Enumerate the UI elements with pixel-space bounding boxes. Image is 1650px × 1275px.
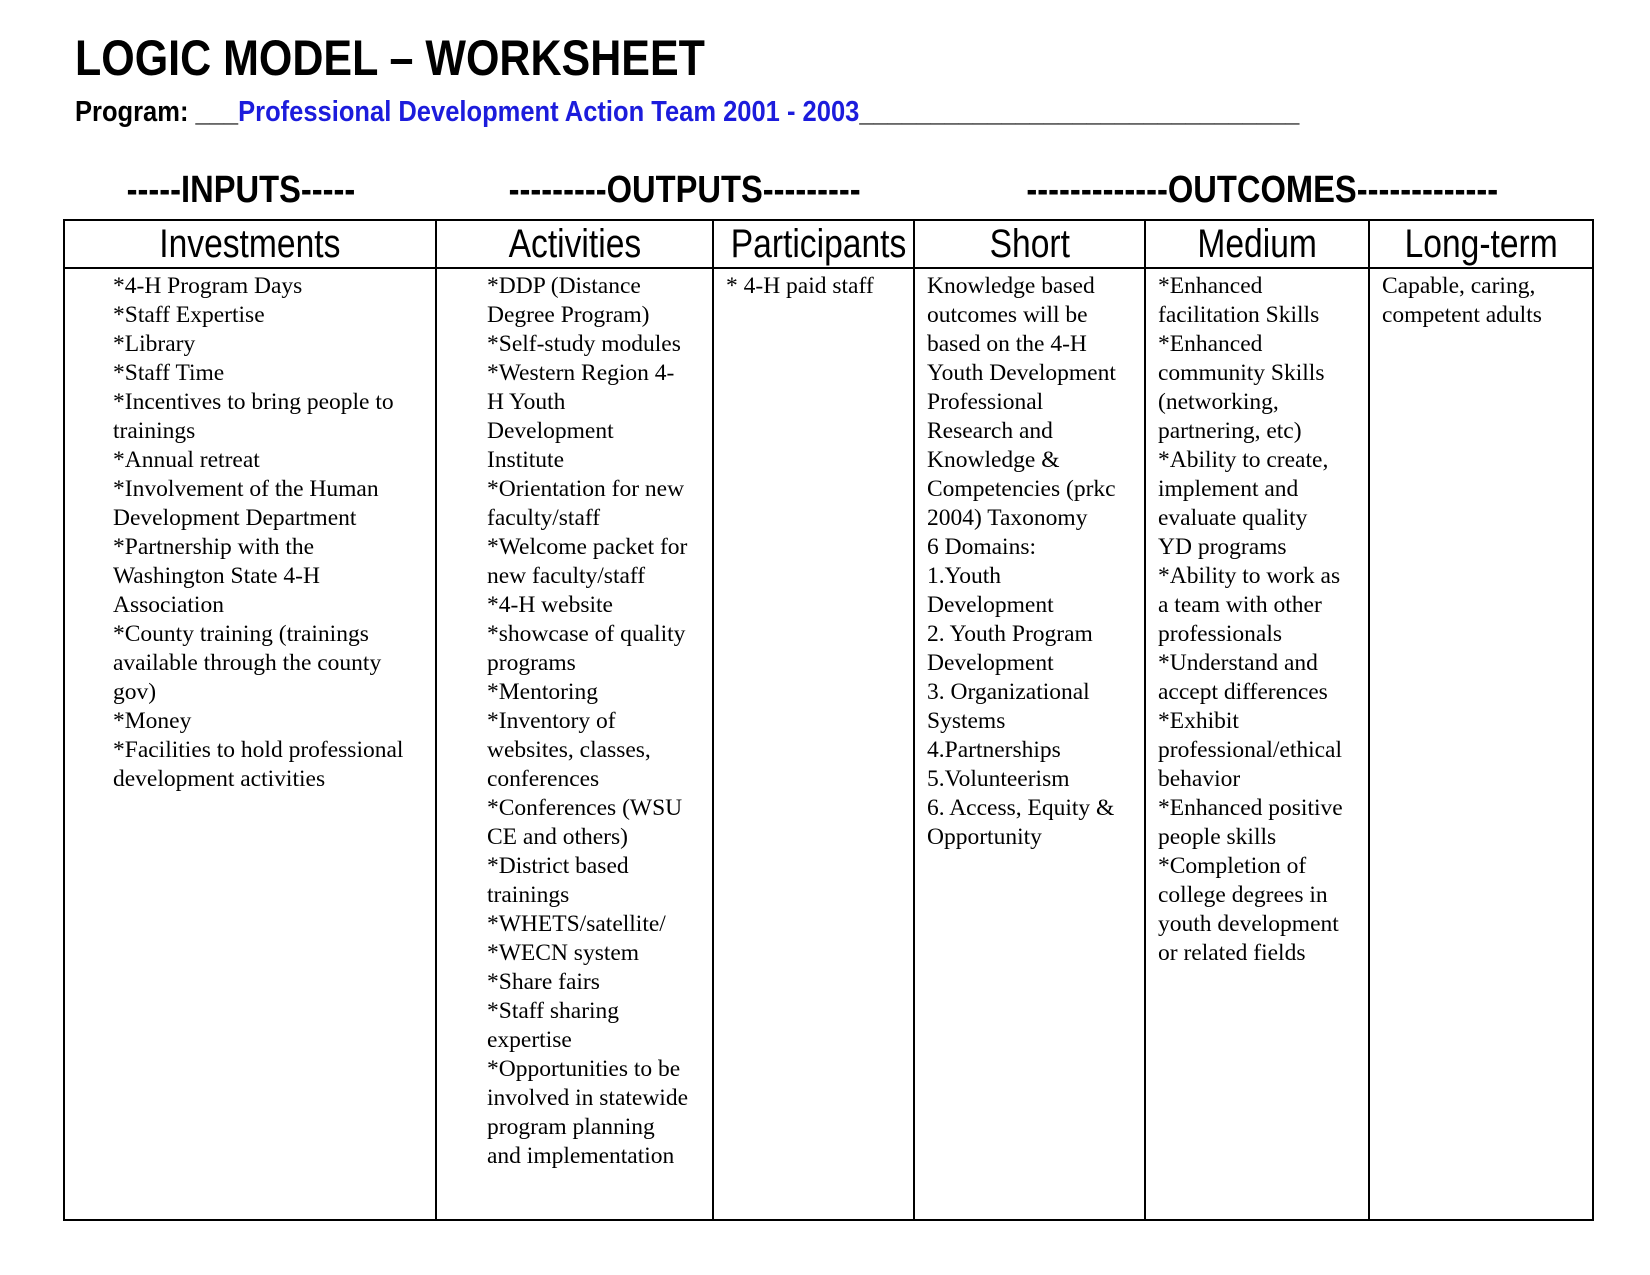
- cell-line: Institute: [487, 447, 565, 473]
- program-line: [75, 92, 1299, 132]
- header-activities: Activities: [436, 220, 713, 268]
- content-row: [64, 268, 1593, 1220]
- cell-line: Professional: [927, 389, 1044, 415]
- cell-medium: [1145, 268, 1369, 1220]
- cell-line: professional/ethical: [1158, 737, 1343, 763]
- cell-line: *Incentives to bring people to: [113, 389, 394, 415]
- cell-line: program planning: [487, 1114, 655, 1140]
- cell-line: *Staff sharing: [487, 998, 620, 1024]
- cell-line: *Understand and: [1158, 650, 1318, 676]
- cell-line: Systems: [927, 708, 1006, 734]
- cell-line: programs: [487, 650, 576, 676]
- cell-line: *WECN system: [487, 940, 640, 966]
- section-outcomes: -------------OUTCOMES-------------: [1026, 169, 1499, 211]
- cell-line: community Skills: [1158, 360, 1325, 386]
- cell-line: *Welcome packet for: [487, 534, 688, 560]
- cell-line: Degree Program): [487, 302, 650, 328]
- cell-line: *Enhanced: [1158, 331, 1263, 357]
- cell-line: *Opportunities to be: [487, 1056, 681, 1082]
- cell-line: Knowledge &: [927, 447, 1060, 473]
- cell-line: development activities: [113, 766, 326, 792]
- cell-line: accept differences: [1158, 679, 1328, 705]
- cell-line: Development: [927, 592, 1054, 618]
- cell-line: *Staff Expertise: [113, 302, 265, 328]
- cell-line: Opportunity: [927, 824, 1042, 850]
- cell-line: 5.Volunteerism: [927, 766, 1070, 792]
- cell-line: gov): [113, 679, 157, 705]
- cell-line: *Enhanced: [1158, 273, 1263, 299]
- cell-line: competent adults: [1382, 302, 1542, 328]
- cell-line: *4-H Program Days: [113, 273, 303, 299]
- cell-line: 1.Youth: [927, 563, 1002, 589]
- cell-line: * 4-H paid staff: [726, 273, 874, 299]
- cell-line: websites, classes,: [487, 737, 651, 763]
- cell-line: *Annual retreat: [113, 447, 260, 473]
- cell-line: *Share fairs: [487, 969, 600, 995]
- cell-line: *Library: [113, 331, 196, 357]
- section-headings: [0, 168, 1650, 212]
- column-header-row: [64, 220, 1593, 268]
- header-medium: Medium: [1145, 220, 1369, 268]
- cell-line: 2. Youth Program: [927, 621, 1093, 647]
- cell-line: *Ability to work as: [1158, 563, 1341, 589]
- cell-line: 6 Domains:: [927, 534, 1037, 560]
- header-short: Short: [914, 220, 1145, 268]
- cell-line: Knowledge based: [927, 273, 1095, 299]
- cell-line: *Conferences (WSU: [487, 795, 683, 821]
- cell-line: and implementation: [487, 1143, 675, 1169]
- cell-line: *Completion of: [1158, 853, 1307, 879]
- cell-line: *Western Region 4-: [487, 360, 675, 386]
- cell-line: 6. Access, Equity &: [927, 795, 1115, 821]
- cell-line: 2004) Taxonomy: [927, 505, 1088, 531]
- cell-line: youth development: [1158, 911, 1339, 937]
- cell-line: involved in statewide: [487, 1085, 689, 1111]
- cell-line: expertise: [487, 1027, 572, 1053]
- cell-line: *Inventory of: [487, 708, 616, 734]
- cell-line: 4.Partnerships: [927, 737, 1061, 763]
- cell-line: *Enhanced positive: [1158, 795, 1343, 821]
- cell-line: (networking,: [1158, 389, 1279, 415]
- cell-line: trainings: [487, 882, 570, 908]
- program-underline: _______________________________: [859, 96, 1300, 128]
- cell-line: *District based: [487, 853, 629, 879]
- cell-line: H Youth: [487, 389, 566, 415]
- cell-line: *Money: [113, 708, 192, 734]
- cell-line: trainings: [113, 418, 196, 444]
- logic-model-table: [63, 219, 1594, 1221]
- cell-line: outcomes will be: [927, 302, 1088, 328]
- cell-line: based on the 4-H: [927, 331, 1087, 357]
- cell-line: college degrees in: [1158, 882, 1328, 908]
- cell-line: *Staff Time: [113, 360, 225, 386]
- section-inputs: -----INPUTS-----: [126, 169, 356, 211]
- cell-investments: [64, 268, 436, 1220]
- cell-short: [914, 268, 1145, 1220]
- cell-line: Competencies (prkc: [927, 476, 1116, 502]
- cell-line: *Partnership with the: [113, 534, 315, 560]
- cell-line: *DDP (Distance: [487, 273, 641, 299]
- cell-line: Capable, caring,: [1382, 273, 1536, 299]
- cell-line: *Ability to create,: [1158, 447, 1329, 473]
- cell-participants: [713, 268, 914, 1220]
- cell-line: *WHETS/satellite/: [487, 911, 666, 937]
- cell-long-term: [1369, 268, 1593, 1220]
- cell-line: Development: [927, 650, 1054, 676]
- cell-line: faculty/staff: [487, 505, 601, 531]
- cell-line: Youth Development: [927, 360, 1116, 386]
- cell-line: behavior: [1158, 766, 1241, 792]
- cell-line: new faculty/staff: [487, 563, 646, 589]
- cell-line: evaluate quality: [1158, 505, 1308, 531]
- cell-line: Development: [487, 418, 614, 444]
- cell-line: *4-H website: [487, 592, 613, 618]
- worksheet-title: LOGIC MODEL – WORKSHEET: [75, 30, 705, 86]
- cell-line: *Mentoring: [487, 679, 598, 705]
- cell-line: Development Department: [113, 505, 357, 531]
- cell-line: *Facilities to hold professional: [113, 737, 404, 763]
- cell-line: available through the county: [113, 650, 382, 676]
- cell-line: implement and: [1158, 476, 1299, 502]
- cell-line: *Orientation for new: [487, 476, 685, 502]
- cell-line: people skills: [1158, 824, 1277, 850]
- cell-line: a team with other: [1158, 592, 1322, 618]
- program-label: Program: ___: [75, 96, 239, 128]
- cell-line: YD programs: [1158, 534, 1287, 560]
- cell-line: professionals: [1158, 621, 1283, 647]
- cell-line: *County training (trainings: [113, 621, 369, 647]
- cell-line: partnering, etc): [1158, 418, 1302, 444]
- header-long-term: Long-term: [1369, 220, 1593, 268]
- cell-line: Washington State 4-H: [113, 563, 320, 589]
- cell-line: or related fields: [1158, 940, 1306, 966]
- cell-line: Association: [113, 592, 224, 618]
- cell-line: *Self-study modules: [487, 331, 681, 357]
- header-investments: Investments: [64, 220, 436, 268]
- cell-activities: [436, 268, 713, 1220]
- header-participants: Participants: [713, 220, 914, 268]
- cell-line: *Exhibit: [1158, 708, 1239, 734]
- cell-line: conferences: [487, 766, 600, 792]
- cell-line: *Involvement of the Human: [113, 476, 379, 502]
- program-name: Professional Development Action Team 2001 - 2003: [238, 96, 860, 128]
- section-outputs: ---------OUTPUTS---------: [508, 169, 861, 211]
- cell-line: *showcase of quality: [487, 621, 686, 647]
- cell-line: facilitation Skills: [1158, 302, 1320, 328]
- cell-line: CE and others): [487, 824, 628, 850]
- cell-line: Research and: [927, 418, 1053, 444]
- cell-line: 3. Organizational: [927, 679, 1090, 705]
